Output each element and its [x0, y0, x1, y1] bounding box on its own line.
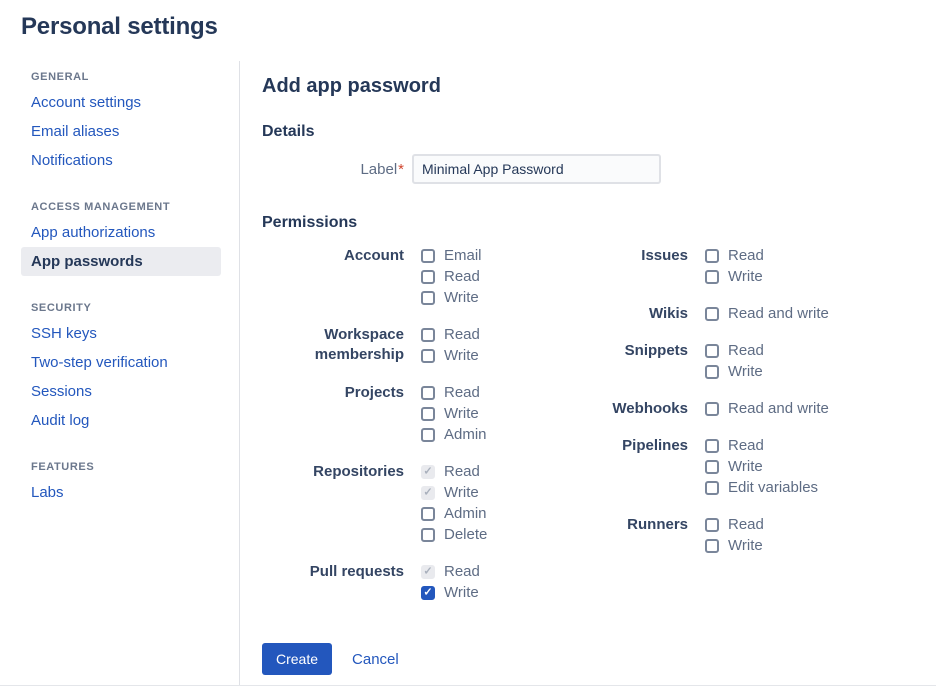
checkbox-label: Delete [444, 526, 488, 543]
permissions-column-right [562, 245, 829, 619]
options-runners [705, 514, 764, 556]
sidebar-item-account-settings[interactable]: Account settings [31, 94, 142, 111]
option-issues-read [705, 245, 764, 266]
add-app-password-panel [240, 61, 936, 685]
form-actions [262, 643, 936, 675]
checkbox-label: Write [728, 537, 763, 554]
label-form-row [262, 154, 936, 184]
label-field-label [262, 161, 404, 178]
sidebar-item-ssh-keys[interactable]: SSH keys [31, 325, 97, 342]
sidebar-section-general [21, 65, 239, 175]
option-snippets-write [705, 361, 764, 382]
checkbox-label: Email [444, 247, 482, 264]
checkbox-repositories-write [421, 486, 435, 500]
checkbox-label: Read and write [728, 400, 829, 417]
group-label-snippets: Snippets [624, 342, 688, 359]
cancel-link[interactable]: Cancel [352, 650, 399, 668]
checkbox-label: Read [728, 437, 764, 454]
checkbox-webhooks-read-and-write[interactable] [705, 402, 719, 416]
permission-group-webhooks [562, 398, 829, 419]
option-repositories-admin [421, 503, 487, 524]
checkbox-snippets-read[interactable] [705, 344, 719, 358]
checkbox-projects-read[interactable] [421, 386, 435, 400]
option-pull-requests-write [421, 582, 480, 603]
option-runners-write [705, 535, 764, 556]
sidebar-item-audit-log[interactable]: Audit log [31, 412, 90, 429]
label-input[interactable] [412, 154, 661, 184]
option-workspace-read [421, 324, 480, 345]
sidebar-section-features [21, 455, 239, 507]
permissions-grid [262, 245, 936, 619]
checkbox-label: Read [444, 268, 480, 285]
checkbox-label: Write [728, 363, 763, 380]
option-runners-read [705, 514, 764, 535]
checkbox-label: Write [728, 458, 763, 475]
sidebar-heading-access-management: ACCESS MANAGEMENT [31, 201, 171, 213]
option-webhooks-read-and-write [705, 398, 829, 419]
checkbox-label: Read [444, 463, 480, 480]
checkbox-snippets-write[interactable] [705, 365, 719, 379]
checkbox-label: Read [728, 516, 764, 533]
sidebar-item-app-passwords[interactable]: App passwords [21, 247, 221, 276]
options-snippets [705, 340, 764, 382]
option-repositories-delete [421, 524, 487, 545]
checkbox-label: Read [444, 326, 480, 343]
checkbox-repositories-delete[interactable] [421, 528, 435, 542]
checkbox-label: Read and write [728, 305, 829, 322]
checkbox-issues-write[interactable] [705, 270, 719, 284]
group-label-wikis: Wikis [648, 305, 688, 322]
checkbox-workspace-read[interactable] [421, 328, 435, 342]
options-pipelines [705, 435, 818, 498]
option-projects-write [421, 403, 487, 424]
option-account-email [421, 245, 482, 266]
checkbox-workspace-write[interactable] [421, 349, 435, 363]
group-label-account: Account [344, 247, 404, 264]
checkbox-account-email[interactable] [421, 249, 435, 263]
checkbox-runners-write[interactable] [705, 539, 719, 553]
sidebar-item-app-authorizations[interactable]: App authorizations [31, 224, 156, 241]
checkbox-projects-admin[interactable] [421, 428, 435, 442]
option-projects-admin [421, 424, 487, 445]
option-pipelines-write [705, 456, 818, 477]
options-issues [705, 245, 764, 287]
label-field-label-text: Label [360, 160, 398, 178]
permission-group-pull-requests [262, 561, 562, 603]
option-account-write [421, 287, 482, 308]
checkbox-runners-read[interactable] [705, 518, 719, 532]
group-label-runners: Runners [627, 516, 688, 533]
checkbox-label: Read [728, 247, 764, 264]
checkbox-account-write[interactable] [421, 291, 435, 305]
panel-title: Add app password [262, 75, 441, 97]
option-issues-write [705, 266, 764, 287]
checkbox-pull-requests-write[interactable] [421, 586, 435, 600]
checkbox-label: Read [444, 563, 480, 580]
group-label-pipelines: Pipelines [622, 437, 688, 454]
permission-group-repositories [262, 461, 562, 545]
checkbox-pipelines-write[interactable] [705, 460, 719, 474]
checkbox-account-read[interactable] [421, 270, 435, 284]
checkbox-label: Write [444, 347, 479, 364]
sidebar-heading-features: FEATURES [31, 461, 95, 473]
checkbox-label: Write [444, 484, 479, 501]
checkbox-pipelines-edit-variables[interactable] [705, 481, 719, 495]
permission-group-workspace-membership [262, 324, 562, 366]
permissions-heading: Permissions [262, 214, 358, 231]
option-pull-requests-read [421, 561, 480, 582]
option-wikis-read-and-write [705, 303, 829, 324]
checkbox-label: Write [444, 584, 479, 601]
permission-group-runners [562, 514, 829, 556]
option-snippets-read [705, 340, 764, 361]
checkbox-issues-read[interactable] [705, 249, 719, 263]
group-label-webhooks: Webhooks [612, 400, 688, 417]
options-repositories [421, 461, 487, 545]
checkbox-label: Write [444, 405, 479, 422]
details-heading: Details [262, 123, 315, 140]
group-label-projects: Projects [344, 384, 404, 401]
option-pipelines-edit-variables [705, 477, 818, 498]
group-label-issues: Issues [641, 247, 688, 264]
permission-group-projects [262, 382, 562, 445]
checkbox-pipelines-read[interactable] [705, 439, 719, 453]
permission-group-account [262, 245, 562, 308]
permission-group-issues [562, 245, 829, 287]
permissions-column-left [262, 245, 562, 619]
sidebar-section-access-management [21, 195, 239, 276]
option-account-read [421, 266, 482, 287]
option-pipelines-read [705, 435, 818, 456]
checkbox-label: Write [728, 268, 763, 285]
option-projects-read [421, 382, 487, 403]
content-area [0, 61, 936, 685]
checkbox-pull-requests-read [421, 565, 435, 579]
sidebar-item-email-aliases[interactable]: Email aliases [31, 123, 120, 140]
permission-group-wikis [562, 303, 829, 324]
sidebar-heading-security: SECURITY [31, 302, 92, 314]
options-pull-requests [421, 561, 480, 603]
permission-group-pipelines [562, 435, 829, 498]
required-marker: * [398, 160, 404, 178]
checkbox-wikis-read-and-write[interactable] [705, 307, 719, 321]
checkbox-label: Read [728, 342, 764, 359]
checkbox-label: Read [444, 384, 480, 401]
option-repositories-write [421, 482, 487, 503]
checkbox-label: Admin [444, 426, 487, 443]
options-webhooks [705, 398, 829, 419]
permission-group-snippets [562, 340, 829, 382]
settings-sidebar [0, 61, 240, 685]
sidebar-section-security [21, 296, 239, 435]
checkbox-label: Write [444, 289, 479, 306]
sidebar-heading-general: GENERAL [31, 71, 89, 83]
options-workspace-membership [421, 324, 480, 366]
option-repositories-read [421, 461, 487, 482]
page-title: Personal settings [21, 13, 218, 40]
checkbox-repositories-read [421, 465, 435, 479]
option-workspace-write [421, 345, 480, 366]
options-account [421, 245, 482, 308]
sidebar-item-sessions[interactable]: Sessions [31, 383, 92, 400]
group-label-workspace-membership: Workspace membership [314, 326, 404, 363]
checkbox-label: Edit variables [728, 479, 819, 496]
create-button[interactable]: Create [262, 643, 332, 675]
options-wikis [705, 303, 829, 324]
checkbox-projects-write[interactable] [421, 407, 435, 421]
checkbox-repositories-admin[interactable] [421, 507, 435, 521]
sidebar-item-notifications[interactable]: Notifications [31, 152, 113, 169]
sidebar-item-labs[interactable]: Labs [31, 484, 64, 501]
options-projects [421, 382, 487, 445]
group-label-repositories: Repositories [313, 463, 404, 480]
sidebar-item-two-step-verification[interactable]: Two-step verification [31, 354, 168, 371]
checkbox-label: Admin [444, 505, 487, 522]
group-label-pull-requests: Pull requests [309, 563, 404, 580]
